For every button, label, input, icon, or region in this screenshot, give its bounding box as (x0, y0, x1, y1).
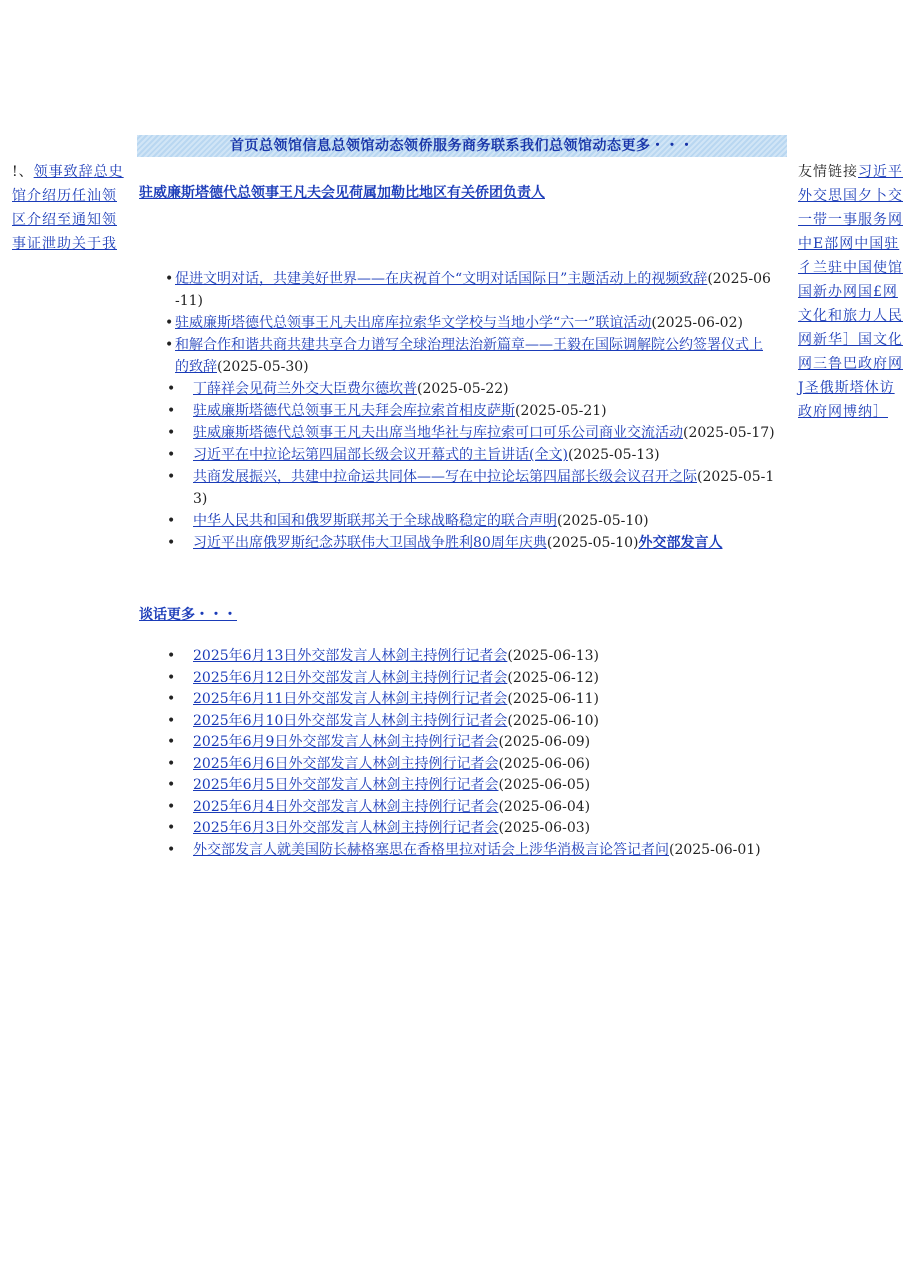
friend-link-4[interactable]: 中国驻彳兰驻中国使馆 (798, 236, 903, 276)
left-link-assist[interactable]: 泄助 (42, 236, 72, 252)
news-item (165, 378, 775, 400)
briefing-item-date: (2025-06-03) (498, 820, 591, 836)
news-item-date: (2025-05-10) (546, 535, 639, 551)
briefing-item (165, 775, 787, 797)
news-item-date: (2025-05-30) (217, 359, 309, 375)
news-item-link[interactable]: 驻威廉斯塔德代总领事王凡夫出席库拉索华文学校与当地小学“六一”联谊活动 (175, 315, 652, 331)
briefing-list (165, 646, 787, 861)
bullet-icon: • (167, 691, 176, 707)
bullet-icon: • (167, 712, 176, 729)
news-item (165, 268, 775, 312)
friend-link-6[interactable]: 国£网 (858, 284, 898, 300)
news-item (165, 466, 775, 510)
news-item (165, 334, 775, 378)
news-item-link[interactable]: 驻威廉斯塔德代总领事王凡夫拜会库拉索首相皮萨斯 (193, 403, 515, 419)
bullet-icon: • (167, 535, 176, 551)
briefing-item-link[interactable]: 2025年6月11日外交部发言人林剑主持例行记者会 (193, 691, 508, 707)
briefing-item (165, 668, 787, 690)
bullet-icon: • (167, 425, 176, 441)
news-item-link[interactable]: 习近平在中拉论坛第四届部长级会议开幕式的主旨讲话(全文) (193, 447, 568, 463)
bullet-icon: • (167, 469, 176, 485)
briefing-item-date: (2025-06-09) (498, 734, 591, 750)
briefing-item-link[interactable]: 2025年6月5日外交部发言人林剑主持例行记者会 (193, 777, 499, 793)
top-nav-bar (137, 135, 787, 157)
friend-link-7[interactable]: 文化和旅力人民网 (798, 308, 903, 348)
briefing-item-link[interactable]: 2025年6月6日外交部发言人林剑主持例行记者会 (193, 755, 499, 772)
news-list (165, 268, 775, 554)
spokesperson-section-link[interactable]: 外交部发言人 (638, 535, 723, 551)
briefing-item-date: (2025-06-13) (507, 648, 600, 664)
bullet-icon: • (167, 734, 176, 750)
left-link-consular-cert[interactable]: 领事证 (12, 212, 117, 252)
news-item-date: (2025-06-11) (175, 271, 771, 309)
bullet-icon: • (167, 669, 176, 686)
briefing-item-link[interactable]: 2025年6月10日外交部发言人林剑主持例行记者会 (193, 712, 508, 729)
nav-consulate-news-2[interactable]: 总领馆动态 (549, 138, 622, 154)
briefing-item (165, 711, 787, 733)
briefing-item-date: (2025-06-12) (507, 669, 600, 686)
left-link-speech[interactable]: 致辞 (63, 164, 94, 180)
news-item-link[interactable]: 共商发展振兴，共建中拉命运共同体——写在中拉论坛第四届部长级会议召开之际 (193, 469, 697, 485)
news-item-link[interactable]: 习近平出席俄罗斯纪念苏联伟大卫国战争胜利80周年庆典 (193, 535, 547, 551)
friend-link-8[interactable]: 新华］国文化网 (798, 332, 903, 372)
briefing-item-link[interactable]: 2025年6月12日外交部发言人林剑主持例行记者会 (193, 669, 508, 686)
right-sidebar-friend-links (798, 160, 906, 424)
nav-consulate-news[interactable]: 总领馆动态 (331, 138, 404, 154)
briefing-item (165, 732, 787, 754)
friend-links-label: 友情链接 (798, 164, 858, 180)
bullet-icon: • (167, 820, 176, 836)
left-link-notice[interactable]: 至通知 (57, 212, 102, 228)
briefing-item-link[interactable]: 2025年6月9日外交部发言人林剑主持例行记者会 (193, 734, 499, 750)
briefing-item (165, 818, 787, 840)
headline (139, 182, 789, 204)
friend-link-5[interactable]: 国新办网 (798, 284, 858, 300)
briefing-item-date: (2025-06-11) (507, 691, 600, 707)
news-item-date: (2025-05-13) (193, 469, 775, 507)
bullet-icon: • (167, 841, 176, 858)
briefing-item (165, 689, 787, 711)
briefing-item-date: (2025-06-10) (507, 712, 600, 729)
news-item-date: (2025-05-21) (515, 403, 607, 419)
nav-consular-services[interactable]: 领侨服务 (404, 138, 462, 154)
spokesperson-more-link[interactable]: 谈话更多・・・ (139, 607, 237, 623)
nav-business[interactable]: 商务 (462, 138, 491, 154)
news-item-date: (2025-05-13) (567, 447, 660, 463)
news-item-link[interactable]: 驻威廉斯塔德代总领事王凡夫出席当地华社与库拉索可口可乐公司商业交流活动 (193, 425, 683, 441)
briefing-item-link[interactable]: 2025年6月3日外交部发言人林剑主持例行记者会 (193, 820, 499, 836)
friend-link-2[interactable]: 一带一事服务网 (798, 212, 903, 228)
left-link-district[interactable]: 汕领区介绍 (12, 188, 117, 228)
left-link-former[interactable]: 历任 (57, 188, 87, 204)
news-item-link[interactable]: 和解合作和谐共商共建共享合力谱写全球治理法治新篇章——王毅在国际调解院公约签署仪式上的致辞 (175, 337, 763, 375)
left-link-history[interactable]: 总史馆介绍 (12, 164, 124, 204)
news-item-date: (2025-05-17) (683, 425, 775, 441)
more-link-wrap (139, 604, 237, 624)
bullet-icon: • (167, 777, 176, 793)
bullet-icon: • (167, 403, 176, 419)
news-item-link[interactable]: 促进文明对话，共建美好世界——在庆祝首个“文明对话国际日”主题活动上的视频致辞 (175, 271, 708, 287)
bullet-icon: • (167, 648, 176, 664)
briefing-item-link[interactable]: 外交部发言人就美国防长赫格塞思在香格里拉对话会上涉华消极言论答记者问 (193, 841, 669, 858)
news-item (165, 422, 775, 444)
nav-consulate-info[interactable]: 总领馆信息 (259, 138, 332, 154)
briefing-item (165, 797, 787, 819)
news-item (165, 312, 775, 334)
friend-link-11[interactable]: 博纳］ (843, 404, 888, 420)
news-item (165, 400, 775, 422)
bullet-icon: • (167, 755, 176, 772)
briefing-item-link[interactable]: 2025年6月4日外交部发言人林剑主持例行记者会 (193, 798, 499, 815)
bullet-icon: • (165, 315, 174, 331)
left-sidebar (12, 160, 124, 256)
news-item-link[interactable]: 丁薛祥会见荷兰外交大臣费尔德坎普 (193, 381, 417, 397)
bullet-icon: • (167, 447, 176, 463)
news-item-date: (2025-06-02) (651, 315, 743, 331)
bullet-icon: • (165, 337, 174, 353)
headline-link[interactable]: 驻威廉斯塔德代总领事王凡夫会见荷属加勒比地区有关侨团负责人 (139, 185, 545, 201)
briefing-item-link[interactable]: 2025年6月13日外交部发言人林剑主持例行记者会 (193, 648, 508, 664)
friend-link-1[interactable]: 习近平外交思国夕卜交 (798, 164, 903, 204)
left-prefix: !、 (12, 164, 34, 180)
briefing-item (165, 754, 787, 776)
bullet-icon: • (167, 381, 176, 397)
friend-link-9[interactable]: 三鲁巴政府网 (813, 356, 903, 372)
news-item (165, 444, 775, 466)
bullet-icon: • (167, 513, 176, 529)
news-item-link[interactable]: 中华人民共和国和俄罗斯联邦关于全球战略稳定的联合声明 (193, 513, 557, 529)
briefing-item-date: (2025-06-01) (669, 841, 761, 858)
news-item (165, 532, 775, 554)
briefing-item-date: (2025-06-05) (498, 777, 591, 793)
friend-link-3[interactable]: 中E部网 (798, 236, 855, 252)
bullet-icon: • (165, 271, 174, 287)
briefing-item-date: (2025-06-04) (498, 798, 591, 815)
news-item-date: (2025-05-10) (557, 513, 649, 529)
briefing-item-date: (2025-06-06) (498, 755, 591, 772)
nav-contact-us[interactable]: 联系我们 (491, 138, 549, 154)
left-link-about[interactable]: 关于我 (72, 236, 117, 252)
bullet-icon: • (167, 798, 176, 815)
briefing-item (165, 646, 787, 668)
nav-home[interactable]: 首页 (230, 138, 259, 154)
left-link-consul[interactable]: 领事 (33, 164, 64, 180)
briefing-item (165, 840, 787, 862)
nav-more[interactable]: 更多・・・ (621, 138, 694, 154)
news-item-date: (2025-05-22) (417, 381, 509, 397)
friend-link-10[interactable]: J圣俄斯塔休访政府网 (798, 380, 895, 420)
news-item (165, 510, 775, 532)
